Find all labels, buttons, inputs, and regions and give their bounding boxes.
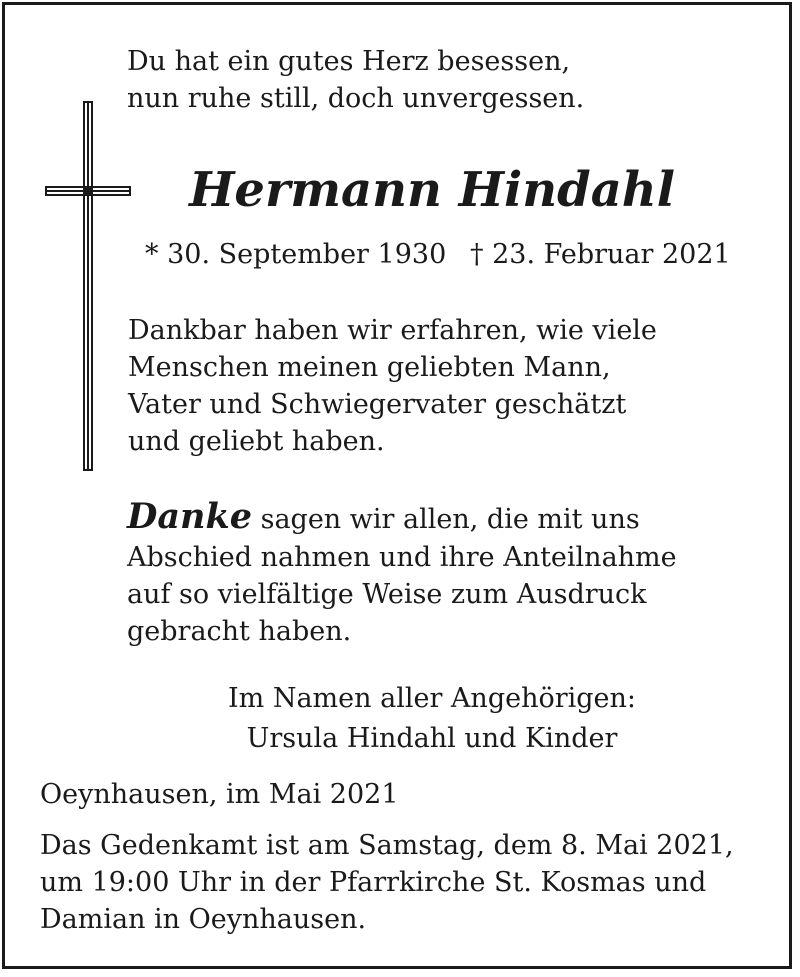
thanks-first-line <box>127 498 640 538</box>
mass-line: Das Gedenkamt ist am Samstag, dem 8. Mai 2021, <box>40 830 734 861</box>
verse-line: nun ruhe still, doch unvergessen. <box>127 83 585 114</box>
gratitude-line: Menschen meinen geliebten Mann, <box>128 352 611 383</box>
gratitude-line: Vater und Schwiegervater geschätzt <box>128 389 627 420</box>
death-date: † 23. Februar 2021 <box>470 239 731 270</box>
place-date: Oeynhausen, im Mai 2021 <box>40 779 399 810</box>
verse <box>127 43 584 117</box>
gratitude-line: und geliebt haben. <box>128 426 385 457</box>
cross-icon <box>45 101 131 471</box>
signature-names: Ursula Hindahl und Kinder <box>246 723 618 754</box>
thanks-line: gebracht haben. <box>127 616 352 647</box>
thanks-line: auf so vielfältige Weise zum Ausdruck <box>127 579 647 610</box>
verse-line: Du hat ein gutes Herz besessen, <box>127 46 571 77</box>
thanks-line: Abschied nahmen und ihre Anteilnahme <box>127 542 677 573</box>
gratitude-paragraph <box>128 312 657 460</box>
birth-date: * 30. September 1930 <box>145 239 447 270</box>
memorial-mass-notice <box>40 827 734 938</box>
mass-line: Damian in Oeynhausen. <box>40 904 367 935</box>
thanks-first-line-text: sagen wir allen, die mit uns <box>252 504 640 535</box>
signature-intro: Im Namen aller Angehörigen: <box>227 683 637 714</box>
gratitude-line: Dankbar haben wir erfahren, wie viele <box>128 315 657 346</box>
thanks-word: Danke <box>127 496 252 537</box>
obituary-frame <box>2 2 792 969</box>
thanks-paragraph <box>127 539 677 650</box>
mass-line: um 19:00 Uhr in der Pfarrkirche St. Kosmas und <box>40 867 707 898</box>
deceased-name: Hermann Hindahl <box>189 162 675 218</box>
